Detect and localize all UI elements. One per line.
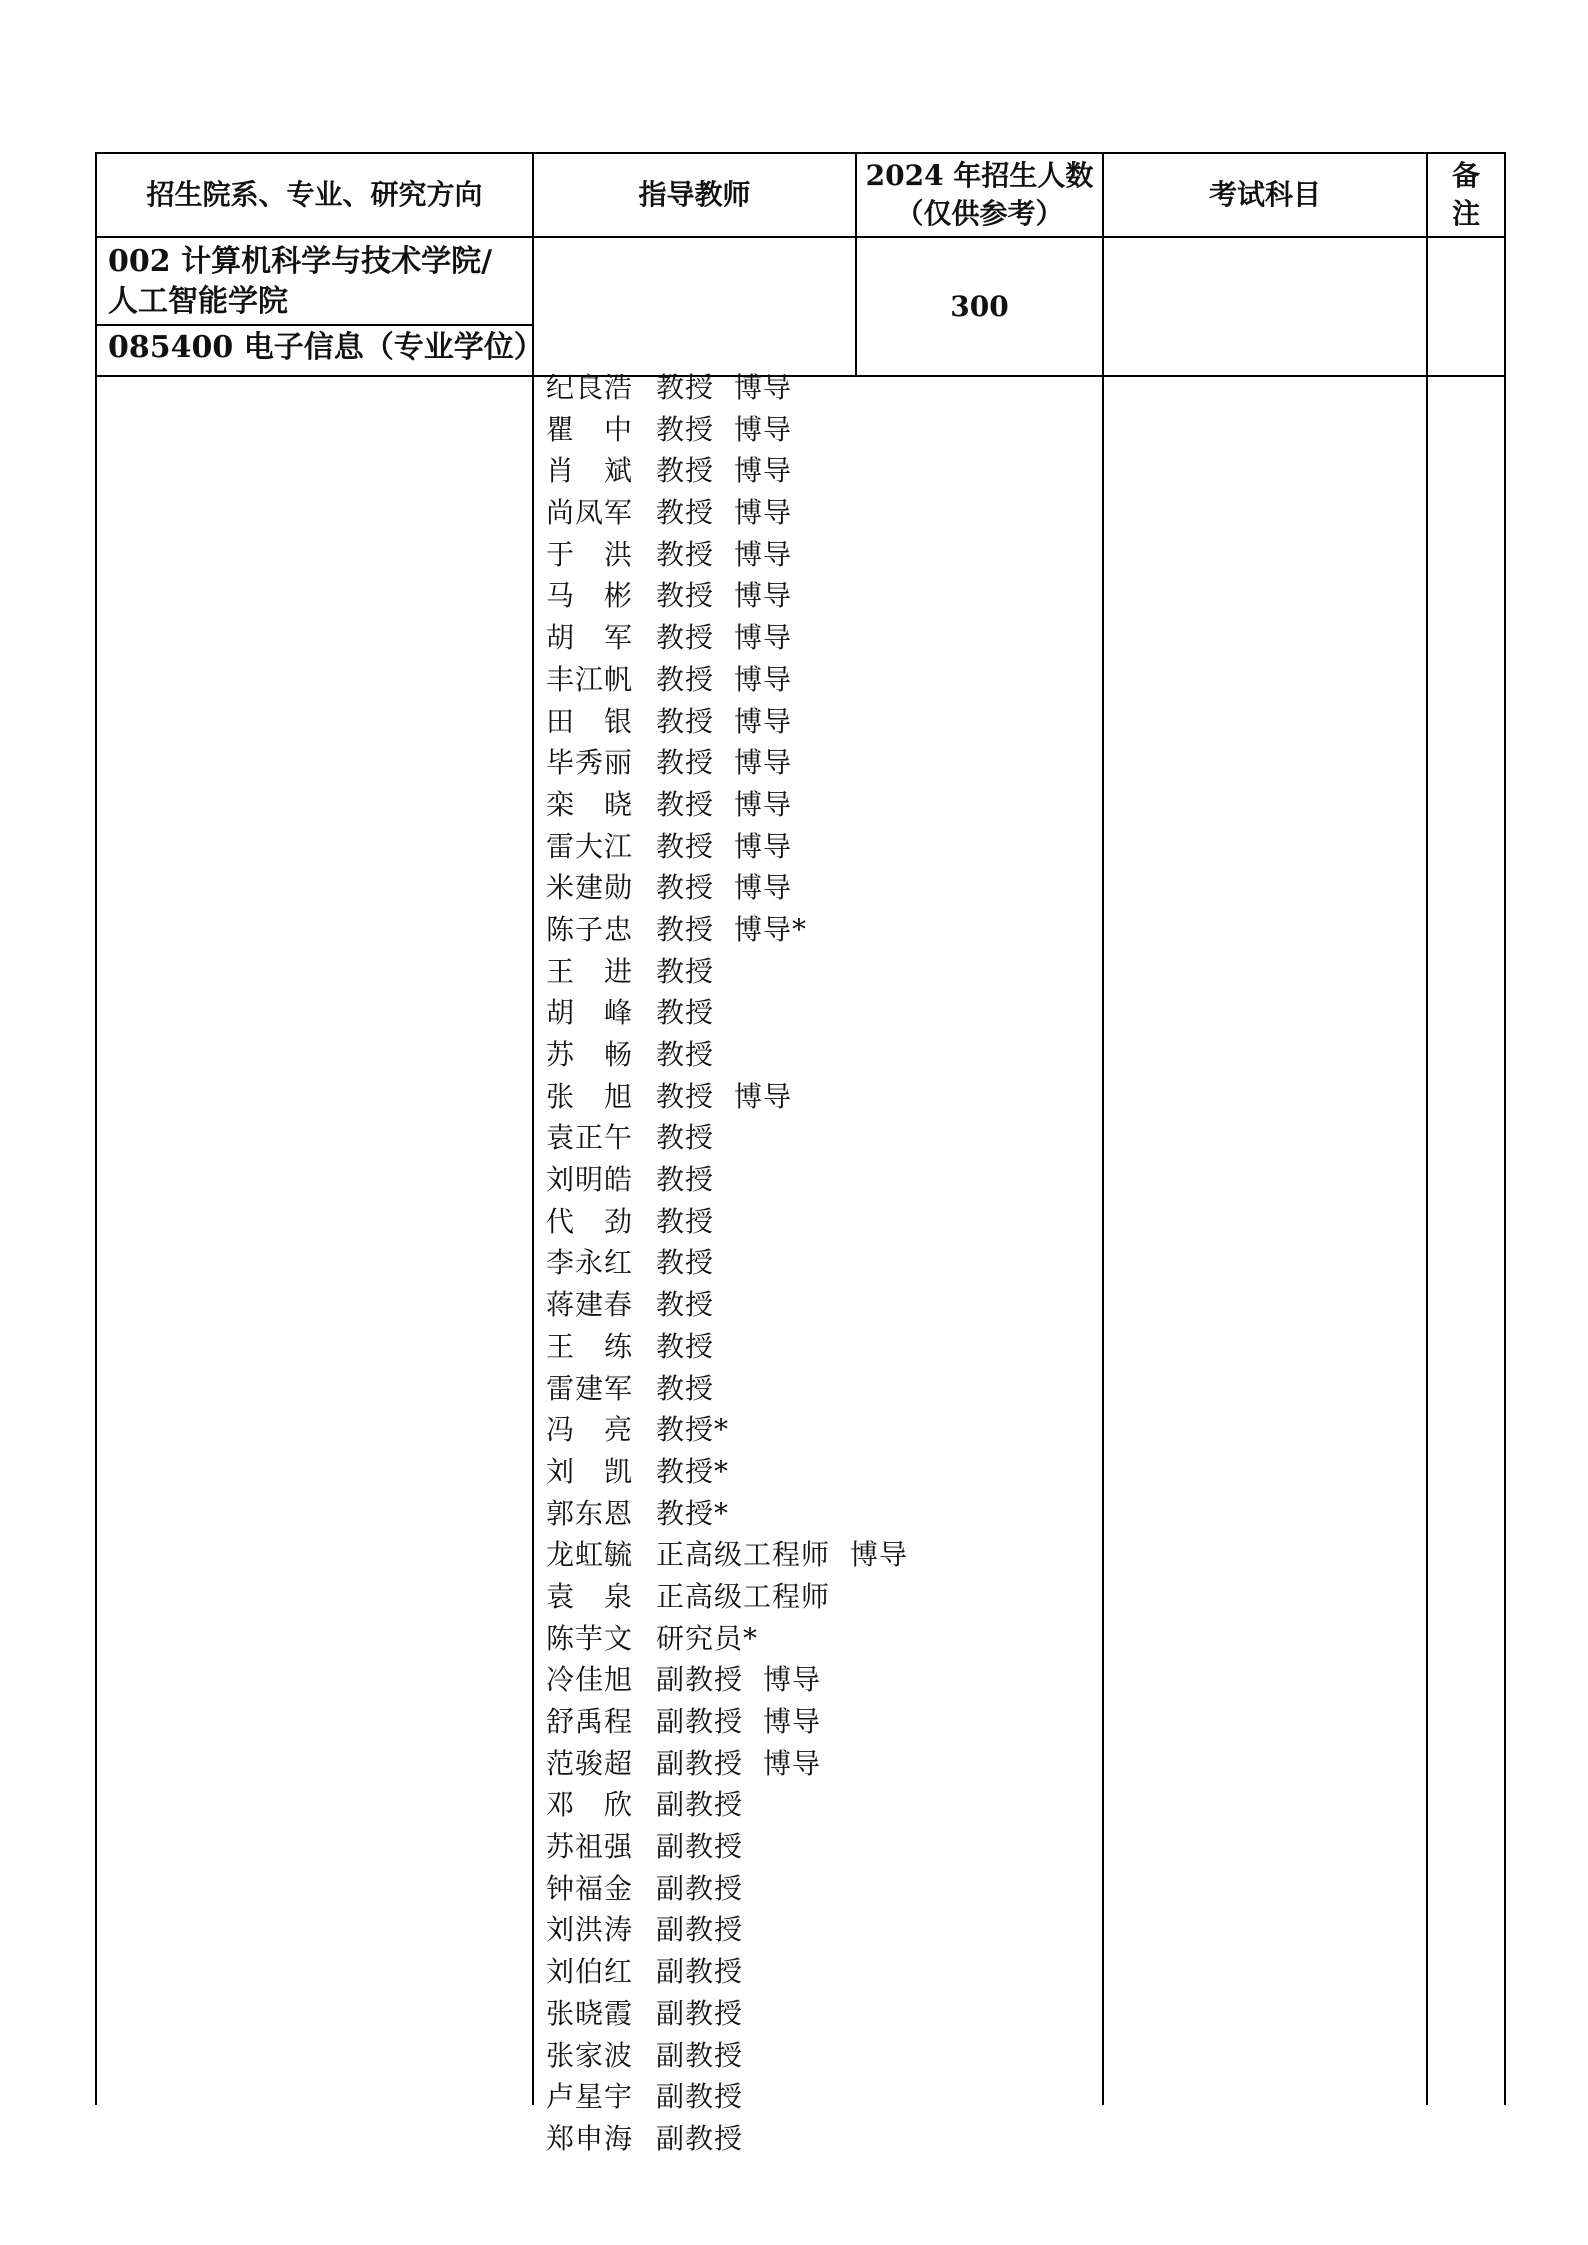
advisor-doctoral-flag: 博导 [734, 829, 793, 863]
advisor-row [546, 1494, 908, 1536]
advisor-title: 教授 [656, 371, 715, 404]
advisor-name: 米建勋 [546, 871, 634, 905]
advisor-row [546, 1827, 908, 1869]
advisor-row [546, 1910, 908, 1952]
advisor-title: 教授 [656, 1163, 715, 1197]
advisor-row [546, 493, 908, 535]
advisor-row [546, 1202, 908, 1244]
advisor-title: 副教授 [656, 2038, 744, 2072]
advisor-name: 钟福金 [546, 1871, 634, 1905]
advisor-title: 教授 [656, 537, 715, 571]
advisor-doctoral-flag: 博导 [734, 746, 793, 780]
advisor-name: 刘 凯 [546, 1454, 634, 1488]
advisor-title: 教授 [656, 1329, 715, 1363]
advisor-doctoral-flag: 博导 [734, 871, 793, 905]
advisor-row [546, 993, 908, 1035]
advisor-row [546, 1869, 908, 1911]
advisor-name: 瞿 中 [546, 412, 634, 446]
advisor-title: 教授* [656, 1454, 730, 1488]
advisor-name: 刘洪涛 [546, 1913, 634, 1947]
advisor-title: 副教授 [656, 2121, 744, 2155]
divider-exam-note [1426, 152, 1428, 2105]
advisor-row [546, 1619, 908, 1661]
advisor-title: 教授 [656, 746, 715, 780]
advisor-name: 王 练 [546, 1329, 634, 1363]
dept-name-line2: 人工智能学院 [108, 284, 288, 319]
advisor-doctoral-flag: 博导 [734, 454, 793, 488]
advisor-name: 胡 峰 [546, 996, 634, 1030]
advisor-name: 袁正午 [546, 1121, 634, 1155]
advisor-title: 教授 [656, 1121, 715, 1155]
advisor-row [546, 1577, 908, 1619]
advisor-name: 刘明皓 [546, 1163, 634, 1197]
advisor-row [546, 2077, 908, 2119]
advisor-name: 卢星宇 [546, 2080, 634, 2114]
advisor-title: 教授 [656, 1246, 715, 1280]
advisor-name: 王 进 [546, 954, 634, 988]
advisor-name: 蒋建春 [546, 1288, 634, 1322]
advisor-name: 张家波 [546, 2038, 634, 2072]
advisor-doctoral-flag: 博导 [734, 412, 793, 446]
advisor-title: 研究员* [656, 1621, 759, 1655]
advisor-title: 副教授 [656, 1871, 744, 1905]
advisor-title: 教授 [656, 579, 715, 613]
advisor-name: 雷建军 [546, 1371, 634, 1405]
advisor-doctoral-flag: 博导 [734, 371, 793, 404]
advisor-title: 教授 [656, 1079, 715, 1113]
advisor-title: 教授 [656, 1038, 715, 1071]
header-dept-label: 招生院系、专业、研究方向 [146, 178, 483, 211]
advisor-doctoral-flag: 博导* [734, 912, 808, 946]
advisor-row [546, 1035, 908, 1077]
table-right-border [1504, 152, 1506, 2105]
advisor-name: 郑申海 [546, 2121, 634, 2155]
advisor-row [546, 2036, 908, 2078]
dept-name-line1: 002 计算机科学与技术学院/ [108, 244, 493, 279]
advisor-name: 李永红 [546, 1246, 634, 1280]
advisor-title: 正高级工程师 [656, 1579, 831, 1613]
advisor-name: 张晓霞 [546, 1996, 634, 2030]
major-name: 085400 电子信息（专业学位） [108, 330, 544, 365]
advisor-name: 冷佳旭 [546, 1663, 634, 1697]
advisor-name: 刘伯红 [546, 1955, 634, 1989]
advisor-doctoral-flag: 博导 [734, 496, 793, 530]
advisor-row [546, 660, 908, 702]
advisor-title: 教授 [656, 704, 715, 738]
header-exam [1104, 154, 1426, 236]
advisor-row [546, 785, 908, 827]
advisor-name: 马 彬 [546, 579, 634, 613]
advisor-row [546, 410, 908, 452]
advisor-row [546, 368, 908, 410]
advisor-doctoral-flag: 博导 [734, 621, 793, 655]
advisor-title: 教授 [656, 787, 715, 821]
header-advisor [534, 154, 855, 236]
advisor-name: 纪良浩 [546, 371, 634, 404]
advisor-row [546, 910, 908, 952]
advisor-title: 教授 [656, 912, 715, 946]
advisor-title: 副教授 [656, 1830, 744, 1864]
advisor-doctoral-flag: 博导 [763, 1705, 822, 1738]
table-left-border [95, 152, 97, 2105]
header-exam-label: 考试科目 [1208, 178, 1321, 211]
advisor-name: 丰江帆 [546, 662, 634, 696]
advisor-row [546, 576, 908, 618]
advisor-doctoral-flag: 博导 [763, 1663, 822, 1697]
advisor-list [546, 368, 908, 2161]
advisor-row [546, 535, 908, 577]
advisor-row [546, 1535, 908, 1577]
advisor-title: 副教授 [656, 1705, 744, 1738]
advisor-doctoral-flag: 博导 [850, 1538, 909, 1572]
header-count-line1: 2024 年招生人数 [865, 159, 1094, 192]
advisor-doctoral-flag: 博导 [734, 787, 793, 821]
advisor-title: 副教授 [656, 1913, 744, 1947]
advisor-row [546, 1952, 908, 1994]
advisor-title: 教授* [656, 1413, 730, 1447]
advisor-name: 龙虹毓 [546, 1538, 634, 1572]
advisor-row [546, 451, 908, 493]
advisor-row [546, 743, 908, 785]
advisor-doctoral-flag: 博导 [734, 537, 793, 571]
advisor-row [546, 1994, 908, 2036]
header-note-line2: 注 [1451, 197, 1480, 230]
advisor-title: 教授 [656, 1371, 715, 1405]
advisor-name: 袁 泉 [546, 1579, 634, 1613]
advisor-row [546, 1077, 908, 1119]
advisor-doctoral-flag: 博导 [734, 579, 793, 613]
advisor-title: 正高级工程师 [656, 1538, 831, 1572]
advisor-row [546, 1327, 908, 1369]
advisor-name: 范骏超 [546, 1746, 634, 1780]
advisor-name: 郭东恩 [546, 1496, 634, 1530]
advisor-doctoral-flag: 博导 [734, 704, 793, 738]
advisor-doctoral-flag: 博导 [763, 1746, 822, 1780]
advisor-row [546, 952, 908, 994]
advisor-name: 于 洪 [546, 537, 634, 571]
advisor-row [546, 1785, 908, 1827]
advisor-row [546, 1660, 908, 1702]
advisor-title: 教授 [656, 996, 715, 1030]
advisor-row [546, 1160, 908, 1202]
header-bottom-border [95, 236, 1506, 238]
advisor-row [546, 1702, 908, 1744]
advisor-name: 陈子忠 [546, 912, 634, 946]
advisor-title: 教授 [656, 871, 715, 905]
advisor-title: 教授 [656, 621, 715, 655]
advisor-row [546, 1285, 908, 1327]
advisor-name: 冯 亮 [546, 1413, 634, 1447]
advisor-title: 教授 [656, 412, 715, 446]
advisor-row [546, 1452, 908, 1494]
advisor-row [546, 1243, 908, 1285]
advisor-row [546, 1410, 908, 1452]
advisor-title: 教授 [656, 454, 715, 488]
enrollment-count: 300 [950, 290, 1009, 323]
advisor-title: 副教授 [656, 1663, 744, 1697]
advisor-name: 代 劲 [546, 1204, 634, 1238]
advisor-title: 副教授 [656, 2080, 744, 2114]
dept-major-divider [95, 324, 534, 326]
advisor-name: 肖 斌 [546, 454, 634, 488]
advisor-name: 陈芋文 [546, 1621, 634, 1655]
header-count-line2: （仅供参考） [895, 197, 1064, 230]
advisor-title: 副教授 [656, 1996, 744, 2030]
advisor-title: 副教授 [656, 1788, 744, 1822]
advisor-title: 教授 [656, 662, 715, 696]
header-dept [97, 154, 532, 236]
advisor-title: 副教授 [656, 1746, 744, 1780]
advisor-row [546, 702, 908, 744]
advisor-name: 舒禹程 [546, 1705, 634, 1738]
advisor-title: 副教授 [656, 1955, 744, 1989]
divider-count-exam [1102, 152, 1104, 2105]
advisor-name: 毕秀丽 [546, 746, 634, 780]
header-count [857, 154, 1102, 236]
advisor-name: 邓 欣 [546, 1788, 634, 1822]
advisor-row [546, 2119, 908, 2161]
advisor-row [546, 1118, 908, 1160]
advisor-title: 教授* [656, 1496, 730, 1530]
advisor-doctoral-flag: 博导 [734, 1079, 793, 1113]
advisor-title: 教授 [656, 1204, 715, 1238]
advisor-row [546, 1744, 908, 1786]
advisor-row [546, 868, 908, 910]
advisor-name: 田 银 [546, 704, 634, 738]
divider-dept-advisor [532, 152, 534, 2105]
header-advisor-label: 指导教师 [638, 178, 751, 211]
advisor-name: 苏 畅 [546, 1038, 634, 1071]
advisor-row [546, 618, 908, 660]
advisor-name: 栾 晓 [546, 787, 634, 821]
header-note [1428, 154, 1504, 236]
advisor-name: 胡 军 [546, 621, 634, 655]
advisor-name: 张 旭 [546, 1079, 634, 1113]
advisor-title: 教授 [656, 496, 715, 530]
header-note-line1: 备 [1451, 159, 1480, 192]
advisor-name: 雷大江 [546, 829, 634, 863]
advisor-name: 尚凤军 [546, 496, 634, 530]
advisor-row [546, 827, 908, 869]
advisor-title: 教授 [656, 829, 715, 863]
advisor-name: 苏祖强 [546, 1830, 634, 1864]
advisor-doctoral-flag: 博导 [734, 662, 793, 696]
advisor-title: 教授 [656, 954, 715, 988]
advisor-row [546, 1369, 908, 1411]
advisor-title: 教授 [656, 1288, 715, 1322]
